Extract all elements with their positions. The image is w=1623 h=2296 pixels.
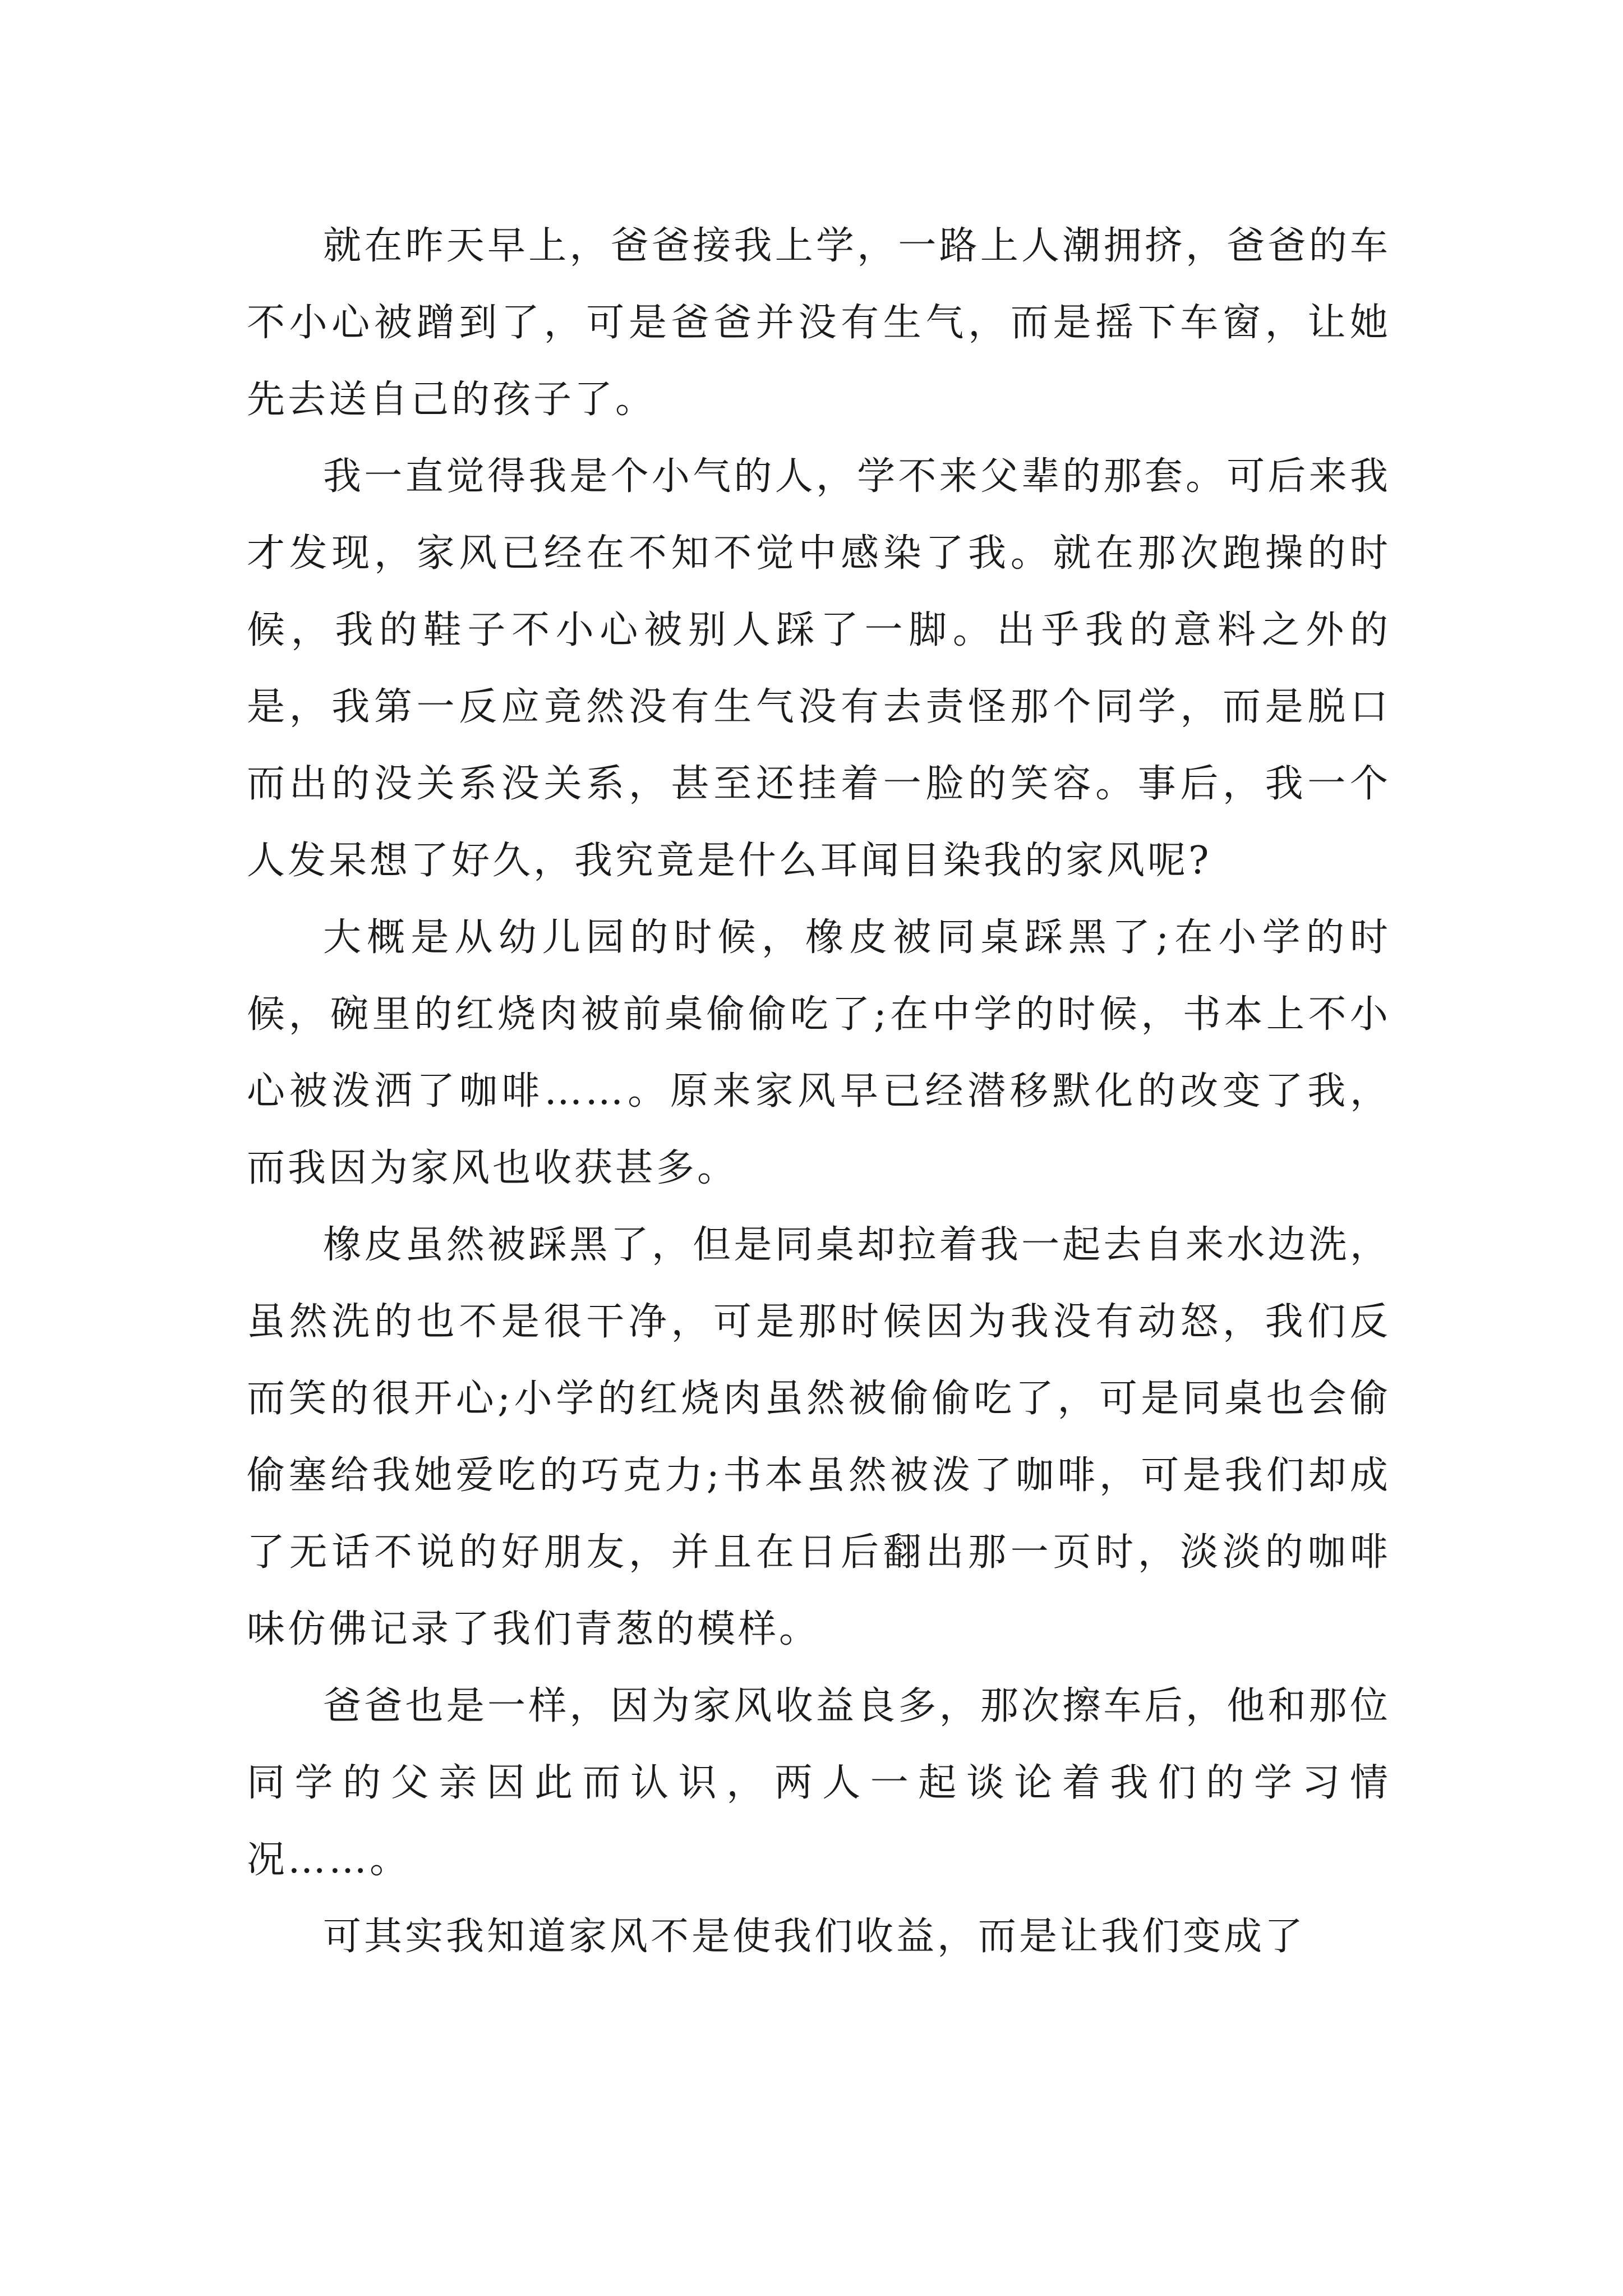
paragraph-5: 爸爸也是一样，因为家风收益良多，那次擦车后，他和那位同学的父亲因此而认识，两人一起谈论着我们的学习情况……。 bbox=[247, 1684, 1391, 1882]
paragraph-1: 就在昨天早上，爸爸接我上学，一路上人潮拥挤，爸爸的车不小心被蹭到了，可是爸爸并没有生气，而是摇下车窗，让她先去送自己的孩子了。 bbox=[247, 224, 1391, 422]
paragraph-4: 橡皮虽然被踩黑了，但是同桌却拉着我一起去自来水边洗，虽然洗的也不是很干净，可是那时候因为我没有动怒，我们反而笑的很开心;小学的红烧肉虽然被偷偷吃了，可是同桌也会偷偷塞给我她爱吃的巧克力;书本虽然被泼了咖啡，可是我们却成了无话不说的好朋友，并且在日后翻出那一页时，淡淡的咖啡味仿佛记录了我们青葱的模样。 bbox=[247, 1223, 1391, 1651]
paragraph-3: 大概是从幼儿园的时候，橡皮被同桌踩黑了;在小学的时候，碗里的红烧肉被前桌偷偷吃了;在中学的时候，书本上不小心被泼洒了咖啡……。原来家风早已经潜移默化的改变了我，而我因为家风也收获甚多。 bbox=[247, 915, 1391, 1190]
paragraph-6: 可其实我知道家风不是使我们收益，而是让我们变成了 bbox=[323, 1915, 1306, 1959]
document-page bbox=[247, 208, 1391, 1975]
paragraph-2: 我一直觉得我是个小气的人，学不来父辈的那套。可后来我才发现，家风已经在不知不觉中感染了我。就在那次跑操的时候，我的鞋子不小心被别人踩了一脚。出乎我的意料之外的是，我第一反应竟然没有生气没有去责怪那个同学，而是脱口而出的没关系没关系，甚至还挂着一脸的笑容。事后，我一个人发呆想了好久，我究竟是什么耳闻目染我的家风呢? bbox=[247, 454, 1391, 883]
